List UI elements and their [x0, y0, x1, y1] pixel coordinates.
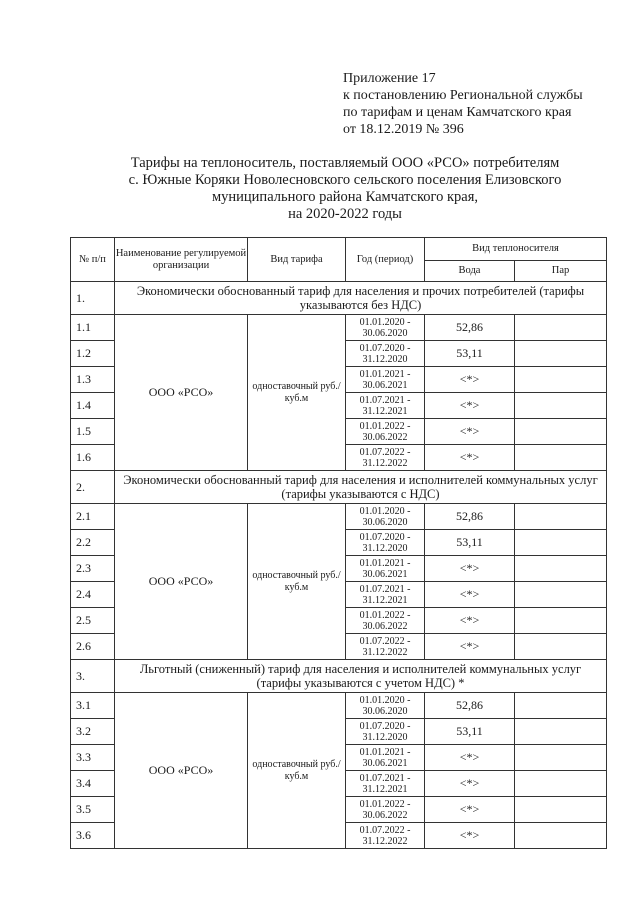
header-carrier: Вид теплоносителя — [425, 238, 607, 261]
steam-value — [515, 419, 607, 445]
row-num: 3.5 — [71, 797, 115, 823]
document-title — [110, 155, 580, 223]
section-row — [71, 471, 607, 504]
water-value: <*> — [425, 556, 515, 582]
section-num: 3. — [71, 660, 115, 693]
period-cell: 01.07.2020 - 31.12.2020 — [346, 530, 425, 556]
period-cell: 01.01.2021 - 30.06.2021 — [346, 745, 425, 771]
appendix-line: к постановлению Региональной службы — [343, 88, 583, 103]
tariff-type: одноставочный руб./куб.м — [248, 504, 346, 660]
steam-value — [515, 797, 607, 823]
row-num: 2.6 — [71, 634, 115, 660]
period-cell: 01.01.2021 - 30.06.2021 — [346, 367, 425, 393]
section-num: 2. — [71, 471, 115, 504]
appendix-line: по тарифам и ценам Камчатского края — [343, 105, 572, 120]
row-num: 1.2 — [71, 341, 115, 367]
row-num: 1.3 — [71, 367, 115, 393]
steam-value — [515, 504, 607, 530]
row-num: 2.1 — [71, 504, 115, 530]
header-org: Наименование регулируемой организации — [115, 238, 248, 282]
water-value: 52,86 — [425, 315, 515, 341]
period-cell: 01.01.2020 - 30.06.2020 — [346, 693, 425, 719]
section-title: Экономически обоснованный тариф для населения и исполнителей коммунальных услуг (тарифы указываются с НДС) — [115, 471, 607, 504]
steam-value — [515, 315, 607, 341]
water-value: 53,11 — [425, 341, 515, 367]
row-num: 2.2 — [71, 530, 115, 556]
title-line: муниципального района Камчатского края, — [211, 189, 479, 205]
org-name: ООО «РСО» — [115, 504, 248, 660]
tariff-type: одноставочный руб./куб.м — [248, 693, 346, 849]
row-num: 3.3 — [71, 745, 115, 771]
water-value: <*> — [425, 582, 515, 608]
steam-value — [515, 341, 607, 367]
tariff-table — [70, 237, 607, 849]
water-value: <*> — [425, 771, 515, 797]
period-cell: 01.07.2021 - 31.12.2021 — [346, 582, 425, 608]
steam-value — [515, 745, 607, 771]
steam-value — [515, 445, 607, 471]
period-cell: 01.07.2021 - 31.12.2021 — [346, 393, 425, 419]
row-num: 2.4 — [71, 582, 115, 608]
steam-value — [515, 530, 607, 556]
steam-value — [515, 634, 607, 660]
period-cell: 01.07.2020 - 31.12.2020 — [346, 719, 425, 745]
period-cell: 01.01.2020 - 30.06.2020 — [346, 504, 425, 530]
header-tariff-type: Вид тарифа — [248, 238, 346, 282]
water-value: <*> — [425, 634, 515, 660]
steam-value — [515, 556, 607, 582]
period-cell: 01.01.2022 - 30.06.2022 — [346, 797, 425, 823]
title-line: на 2020-2022 годы — [288, 206, 402, 222]
row-num: 2.3 — [71, 556, 115, 582]
steam-value — [515, 693, 607, 719]
row-num: 1.4 — [71, 393, 115, 419]
row-num: 3.4 — [71, 771, 115, 797]
table-row — [71, 504, 607, 530]
period-cell: 01.07.2022 - 31.12.2022 — [346, 823, 425, 849]
tariff-type: одноставочный руб./куб.м — [248, 315, 346, 471]
water-value: 52,86 — [425, 504, 515, 530]
period-cell: 01.01.2022 - 30.06.2022 — [346, 608, 425, 634]
water-value: <*> — [425, 823, 515, 849]
row-num: 3.2 — [71, 719, 115, 745]
period-cell: 01.07.2020 - 31.12.2020 — [346, 341, 425, 367]
period-cell: 01.07.2022 - 31.12.2022 — [346, 445, 425, 471]
water-value: <*> — [425, 797, 515, 823]
steam-value — [515, 823, 607, 849]
water-value: <*> — [425, 608, 515, 634]
period-cell: 01.01.2021 - 30.06.2021 — [346, 556, 425, 582]
period-cell: 01.01.2022 - 30.06.2022 — [346, 419, 425, 445]
steam-value — [515, 582, 607, 608]
row-num: 3.6 — [71, 823, 115, 849]
appendix-block — [343, 70, 583, 138]
row-num: 1.5 — [71, 419, 115, 445]
section-row — [71, 282, 607, 315]
row-num: 1.1 — [71, 315, 115, 341]
row-num: 1.6 — [71, 445, 115, 471]
period-cell: 01.07.2022 - 31.12.2022 — [346, 634, 425, 660]
section-num: 1. — [71, 282, 115, 315]
steam-value — [515, 393, 607, 419]
row-num: 2.5 — [71, 608, 115, 634]
header-row — [71, 238, 607, 261]
water-value: <*> — [425, 419, 515, 445]
title-line: с. Южные Коряки Новолесновского сельского поселения Елизовского — [128, 172, 562, 188]
table-row — [71, 693, 607, 719]
steam-value — [515, 367, 607, 393]
header-period: Год (период) — [346, 238, 425, 282]
water-value: <*> — [425, 745, 515, 771]
water-value: 52,86 — [425, 693, 515, 719]
steam-value — [515, 608, 607, 634]
header-water: Вода — [425, 261, 515, 282]
water-value: <*> — [425, 393, 515, 419]
section-title: Экономически обоснованный тариф для населения и прочих потребителей (тарифы указываются без НДС) — [115, 282, 607, 315]
title-line: Тарифы на теплоноситель, поставляемый ООО «РСО» потребителям — [130, 155, 560, 171]
steam-value — [515, 771, 607, 797]
period-cell: 01.01.2020 - 30.06.2020 — [346, 315, 425, 341]
table-row — [71, 315, 607, 341]
water-value: 53,11 — [425, 530, 515, 556]
water-value: 53,11 — [425, 719, 515, 745]
section-title: Льготный (сниженный) тариф для населения и исполнителей коммунальных услуг (тарифы указываются с учетом НДС) * — [115, 660, 607, 693]
water-value: <*> — [425, 367, 515, 393]
appendix-line: от 18.12.2019 № 396 — [343, 122, 464, 137]
period-cell: 01.07.2021 - 31.12.2021 — [346, 771, 425, 797]
row-num: 3.1 — [71, 693, 115, 719]
steam-value — [515, 719, 607, 745]
org-name: ООО «РСО» — [115, 315, 248, 471]
section-row — [71, 660, 607, 693]
water-value: <*> — [425, 445, 515, 471]
header-num: № п/п — [71, 238, 115, 282]
appendix-line: Приложение 17 — [343, 71, 436, 86]
org-name: ООО «РСО» — [115, 693, 248, 849]
header-steam: Пар — [515, 261, 607, 282]
